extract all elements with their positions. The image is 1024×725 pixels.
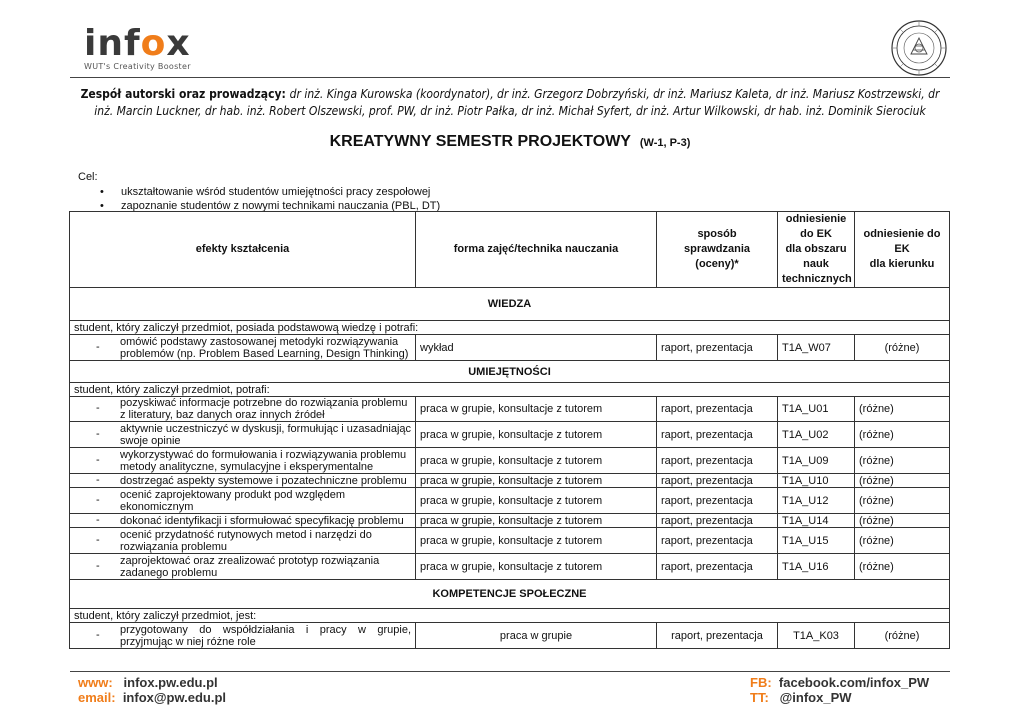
- footer-www: www: infox.pw.edu.pl: [78, 675, 218, 690]
- field-cell: (różne): [855, 397, 950, 422]
- effect-cell: - ocenić przydatność rutynowych metod i narzędzi do rozwiązania problemu: [70, 528, 416, 554]
- goal-item: • ukształtowanie wśród studentów umiejętności pracy zespołowej: [100, 186, 431, 198]
- authors-block: Zespół autorski oraz prowadzący: dr inż. Kinga Kurowska (koordynator), dr inż. Grzegorz Dobrzyński, dr inż. Mariusz Kaleta, dr inż. Mariusz Kostrzewski, dr inż. Marcin Luckner, dr hab. inż. Robert Olszewski, prof. PW, dr inż. Piotr Pałka, dr inż. Michał Syfert, dr inż. Artur Wilkowski, dr hab. inż. Dominik Sierociuk: [80, 87, 940, 118]
- section-intro-row: [70, 383, 950, 397]
- table-row: [70, 397, 950, 422]
- section-intro-row: [70, 609, 950, 623]
- field-cell: (różne): [855, 422, 950, 448]
- form-cell: wykład: [416, 335, 657, 361]
- goal-item: • zapoznanie studentów z nowymi technikami nauczania (PBL, DT): [100, 200, 441, 212]
- header-divider: [70, 77, 950, 78]
- effect-cell: - ocenić zaprojektowany produkt pod względem ekonomicznym: [70, 488, 416, 514]
- method-cell: raport, prezentacja: [657, 528, 778, 554]
- form-cell: praca w grupie, konsultacje z tutorem: [416, 514, 657, 528]
- footer-tt: TT: @infox_PW: [750, 690, 852, 705]
- table-row: [70, 514, 950, 528]
- section-intro-row: [70, 321, 950, 335]
- method-cell: raport, prezentacja: [657, 488, 778, 514]
- form-cell: praca w grupie, konsultacje z tutorem: [416, 554, 657, 580]
- method-cell: raport, prezentacja: [657, 448, 778, 474]
- effect-cell: - dostrzegać aspekty systemowe i pozatechniczne problemu: [70, 474, 416, 488]
- method-cell: raport, prezentacja: [657, 474, 778, 488]
- university-seal-icon: [891, 20, 947, 76]
- field-cell: (różne): [855, 528, 950, 554]
- table-header-row: [70, 212, 950, 288]
- section-row-umiejetnosci: [70, 361, 950, 383]
- section-intro-kompetencje: student, który zaliczył przedmiot, jest:: [70, 609, 950, 623]
- table-row: [70, 335, 950, 361]
- method-cell: raport, prezentacja: [657, 422, 778, 448]
- area-cell: T1A_U10: [778, 474, 855, 488]
- goals-label: Cel:: [78, 171, 98, 183]
- header-form: forma zajęć/technika nauczania: [416, 212, 657, 288]
- form-cell: praca w grupie, konsultacje z tutorem: [416, 474, 657, 488]
- footer-divider: [70, 671, 950, 672]
- email-link[interactable]: infox@pw.edu.pl: [122, 690, 226, 705]
- twitter-link[interactable]: @infox_PW: [779, 690, 852, 705]
- effect-cell: - aktywnie uczestniczyć w dyskusji, formułując i uzasadniając swoje opinie: [70, 422, 416, 448]
- header-method: sposób sprawdzania (oceny)*: [657, 212, 778, 288]
- footer-email: email: infox@pw.edu.pl: [78, 690, 226, 705]
- area-cell: T1A_U12: [778, 488, 855, 514]
- method-cell: raport, prezentacja: [657, 397, 778, 422]
- authors-label: Zespół autorski oraz prowadzący: [80, 87, 282, 101]
- www-link[interactable]: infox.pw.edu.pl: [123, 675, 218, 690]
- method-cell: raport, prezentacja: [657, 514, 778, 528]
- area-cell: T1A_U01: [778, 397, 855, 422]
- effect-cell: - przygotowany do współdziałania i pracy w grupie, przyjmując w niej różne role: [70, 623, 416, 649]
- section-intro-umiejetnosci: student, który zaliczył przedmiot, potrafi:: [70, 383, 950, 397]
- document-title: KREATYWNY SEMESTR PROJEKTOWY (W-1, P-3): [329, 133, 691, 150]
- method-cell: raport, prezentacja: [657, 335, 778, 361]
- effect-cell: - pozyskiwać informacje potrzebne do rozwiązania problemu z literatury, baz danych oraz innych źródeł: [70, 397, 416, 422]
- section-intro-wiedza: student, który zaliczył przedmiot, posiada podstawową wiedzę i potrafi:: [70, 321, 950, 335]
- footer-fb: FB: facebook.com/infox_PW: [750, 675, 930, 690]
- header-area: odniesienie do EK dla obszaru nauk technicznych: [778, 212, 855, 288]
- field-cell: (różne): [855, 623, 950, 649]
- table-row: [70, 422, 950, 448]
- area-cell: T1A_W07: [778, 335, 855, 361]
- facebook-link[interactable]: facebook.com/infox_PW: [778, 675, 930, 690]
- logo-tagline: WUT's Creativity Booster: [84, 62, 191, 71]
- area-cell: T1A_K03: [778, 623, 855, 649]
- section-title-kompetencje: KOMPETENCJE SPOŁECZNE: [70, 580, 950, 609]
- logo-wordmark: infox: [84, 23, 191, 64]
- infox-logo: [84, 23, 194, 74]
- section-row-wiedza: [70, 288, 950, 321]
- form-cell: praca w grupie, konsultacje z tutorem: [416, 528, 657, 554]
- form-cell: praca w grupie, konsultacje z tutorem: [416, 488, 657, 514]
- title-hours: (W-1, P-3): [639, 137, 691, 149]
- effect-cell: - omówić podstawy zastosowanej metodyki rozwiązywania problemów (np. Problem Based Learning, Design Thinking): [70, 335, 416, 361]
- area-cell: T1A_U09: [778, 448, 855, 474]
- header-effects: efekty kształcenia: [70, 212, 416, 288]
- table-row: [70, 528, 950, 554]
- field-cell: (różne): [855, 335, 950, 361]
- effect-cell: - dokonać identyfikacji i sformułować specyfikację problemu: [70, 514, 416, 528]
- section-title-umiejetnosci: UMIEJĘTNOŚCI: [70, 361, 950, 383]
- method-cell: raport, prezentacja: [657, 554, 778, 580]
- effect-cell: - wykorzystywać do formułowania i rozwiązywania problemu metody analityczne, symulacyjne i eksperymentalne: [70, 448, 416, 474]
- table-row: [70, 623, 950, 649]
- area-cell: T1A_U16: [778, 554, 855, 580]
- form-cell: praca w grupie, konsultacje z tutorem: [416, 422, 657, 448]
- section-title-wiedza: WIEDZA: [70, 288, 950, 321]
- effect-cell: - zaprojektować oraz zrealizować prototyp rozwiązania zadanego problemu: [70, 554, 416, 580]
- area-cell: T1A_U14: [778, 514, 855, 528]
- form-cell: praca w grupie: [416, 623, 657, 649]
- table-row: [70, 554, 950, 580]
- field-cell: (różne): [855, 474, 950, 488]
- area-cell: T1A_U15: [778, 528, 855, 554]
- learning-outcomes-table: [69, 211, 950, 649]
- goals-list: [100, 185, 440, 213]
- form-cell: praca w grupie, konsultacje z tutorem: [416, 448, 657, 474]
- section-row-kompetencje: [70, 580, 950, 609]
- authors-names: dr inż. Kinga Kurowska (koordynator), dr inż. Grzegorz Dobrzyński, dr inż. Mariusz Kaleta, dr inż. Mariusz Kostrzewski, dr inż. Marcin Luckner, dr hab. inż. Robert Olszewski, prof. PW, dr inż. Piotr Pałka, dr inż. Michał Syfert, dr inż. Artur Wilkowski, dr hab. inż. Dominik Sierociuk: [94, 87, 940, 118]
- table-row: [70, 448, 950, 474]
- form-cell: praca w grupie, konsultacje z tutorem: [416, 397, 657, 422]
- field-cell: (różne): [855, 448, 950, 474]
- method-cell: raport, prezentacja: [657, 623, 778, 649]
- field-cell: (różne): [855, 488, 950, 514]
- area-cell: T1A_U02: [778, 422, 855, 448]
- header-field: odniesienie do EK dla kierunku: [855, 212, 950, 288]
- field-cell: (różne): [855, 554, 950, 580]
- table-row: [70, 488, 950, 514]
- field-cell: (różne): [855, 514, 950, 528]
- table-row: [70, 474, 950, 488]
